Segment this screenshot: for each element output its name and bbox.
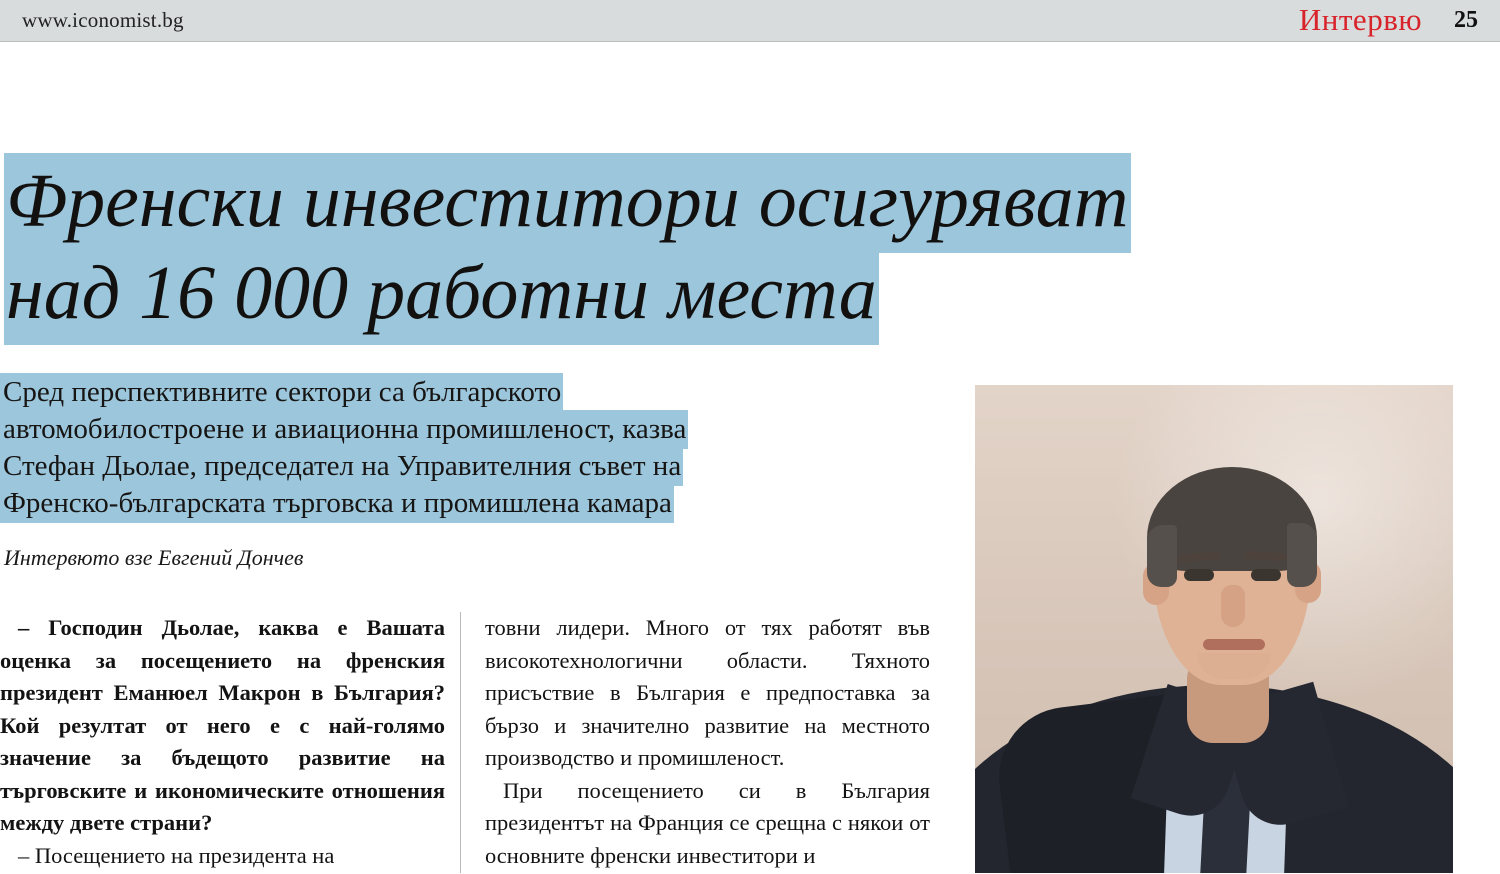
page-number: 25 [1454,7,1478,33]
headline-line-2 [0,247,1440,339]
mouth [1203,639,1265,650]
site-url: www.iconomist.bg [22,8,184,32]
body-column-right [485,612,930,874]
standfirst-line-4 [0,485,930,522]
hair-side-right [1287,523,1317,587]
interview-answer-continued: товни лидери. Много от тях работят във високотехнологични области. Тяхното присъствие в България е предпоставка за бързо и значително развитие на местното производство и промишленост. [485,615,930,770]
portrait-photo [975,385,1453,873]
standfirst-line-1 [0,374,930,411]
interview-answer-second: При посещението си в България президентът на Франция се срещна с някои от основните френски инвеститори и [485,777,930,868]
article-standfirst [0,374,930,522]
section-title: Интервю [1298,2,1422,37]
headline-line-1 [0,155,1440,247]
headline-line-1-text: Френски инвеститори осигуряват [4,153,1131,253]
standfirst-line-1-text: Сред перспективните сектори са българското [0,373,563,412]
byline: Интервюто взе Евгений Дончев [4,545,304,570]
standfirst-line-4-text: Френско-българската търговска и промишлена камара [0,484,674,523]
standfirst-line-3-text: Стефан Дьолае, председател на Управителния съвет на [0,447,683,486]
standfirst-line-2 [0,411,930,448]
interview-question: – Господин Дьолае, каква е Вашата оценка за посещението на френския президент Еманюел Макрон в България? Кой резултат от него е с най-голямо значение за бъдещото развитие на търговските и икономическите отношения между двете страни? [0,615,445,835]
headline-line-2-text: над 16 000 работни места [4,245,879,345]
eye-left [1184,569,1214,581]
standfirst-line-3 [0,448,930,485]
interview-answer: – Посещението на президента на [18,842,335,868]
running-head [0,0,1500,42]
nose [1221,585,1245,627]
eye-right [1251,569,1281,581]
standfirst-line-2-text: автомобилостроене и авиационна промишленост, казва [0,410,688,449]
hair-side-left [1147,525,1177,587]
body-column-left [0,612,445,874]
column-divider [460,612,461,873]
article-headline [0,155,1440,339]
